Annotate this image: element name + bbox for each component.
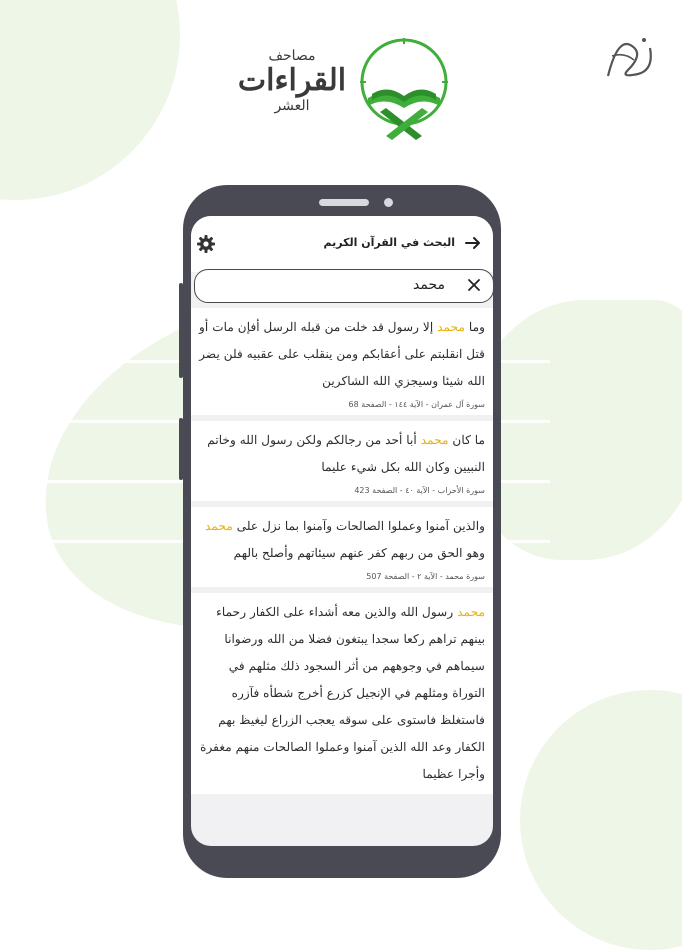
verse-reference: سورة الأحزاب - الآية ٤٠ - الصفحة 423 bbox=[354, 486, 485, 495]
result-item[interactable] bbox=[191, 593, 493, 794]
verse-text-before: وما bbox=[464, 320, 485, 334]
result-item[interactable] bbox=[191, 421, 493, 501]
verse-text-after: أبا أحد من رجالكم ولكن رسول الله وخاتم النبيين وكان الله بكل شيء عليما bbox=[207, 433, 485, 474]
search-input[interactable] bbox=[194, 269, 493, 303]
arrow-right-icon[interactable] bbox=[465, 236, 481, 250]
phone-speaker bbox=[319, 199, 369, 206]
gear-icon[interactable] bbox=[196, 234, 216, 254]
app-screen bbox=[191, 216, 493, 846]
result-item[interactable] bbox=[191, 507, 493, 587]
verse-text bbox=[199, 513, 485, 567]
verse-text bbox=[199, 427, 485, 481]
search-value[interactable]: محمد bbox=[413, 277, 445, 293]
phone-mockup bbox=[183, 185, 501, 878]
search-match-highlight: محمد bbox=[437, 320, 465, 334]
verse-text-before: والذين آمنوا وعملوا الصالحات وآمنوا بما نزل على bbox=[232, 519, 485, 533]
verse-reference: سورة آل عمران - الآية ١٤٤ - الصفحة 68 bbox=[348, 400, 485, 409]
background-blob bbox=[0, 0, 180, 200]
phone-side-button bbox=[179, 418, 183, 480]
result-item[interactable] bbox=[191, 308, 493, 415]
background-blob bbox=[520, 690, 682, 950]
logo-line-2: القراءات bbox=[237, 63, 347, 98]
verse-text-after: إلا رسول قد خلت من قبله الرسل أفإن مات أو قتل انقلبتم على أعقابكم ومن ينقلب على عقبيه فلن يضر الله شيئا وسيجزي الله الشاكرين bbox=[199, 320, 485, 388]
verse-text-after: وهو الحق من ربهم كفر عنهم سيئاتهم وأصلح بالهم bbox=[233, 546, 485, 560]
quran-book-icon bbox=[356, 36, 452, 142]
verse-reference: سورة محمد - الآية ٢ - الصفحة 507 bbox=[366, 572, 485, 581]
app-logo-text bbox=[232, 48, 352, 138]
verse-text-before: ما كان bbox=[448, 433, 485, 447]
search-match-highlight: محمد bbox=[205, 519, 233, 533]
verse-text-after: رسول الله والذين معه أشداء على الكفار رحماء بينهم تراهم ركعا سجدا يبتغون فضلا من الله ورضوانا سيماهم في وجوههم من أثر السجود ذلك مثلهم في التوراة ومثلهم في الإنجيل كزرع أخرج شطأه فآزره فاستغلظ فاستوى على سوقه يعجب الزراع ليغيظ بهم الكفار وعد الله الذين آمنوا وعملوا الصالحات منهم مغفرة وأجرا عظيما bbox=[200, 605, 485, 781]
app-top-bar bbox=[191, 216, 493, 272]
verse-text bbox=[199, 599, 485, 788]
search-match-highlight: محمد bbox=[420, 433, 449, 447]
search-match-highlight: محمد bbox=[457, 605, 485, 619]
phone-side-button bbox=[179, 283, 183, 378]
close-icon[interactable] bbox=[467, 278, 481, 292]
logo-line-1: مصاحف bbox=[268, 48, 316, 64]
page-title: البحث في القرآن الكريم bbox=[323, 236, 455, 249]
phone-camera bbox=[384, 198, 393, 207]
signature-logo bbox=[598, 26, 664, 92]
logo-line-3: العشر bbox=[274, 98, 310, 114]
verse-text bbox=[199, 314, 485, 395]
background-blob bbox=[470, 300, 682, 560]
results-list bbox=[191, 308, 493, 800]
